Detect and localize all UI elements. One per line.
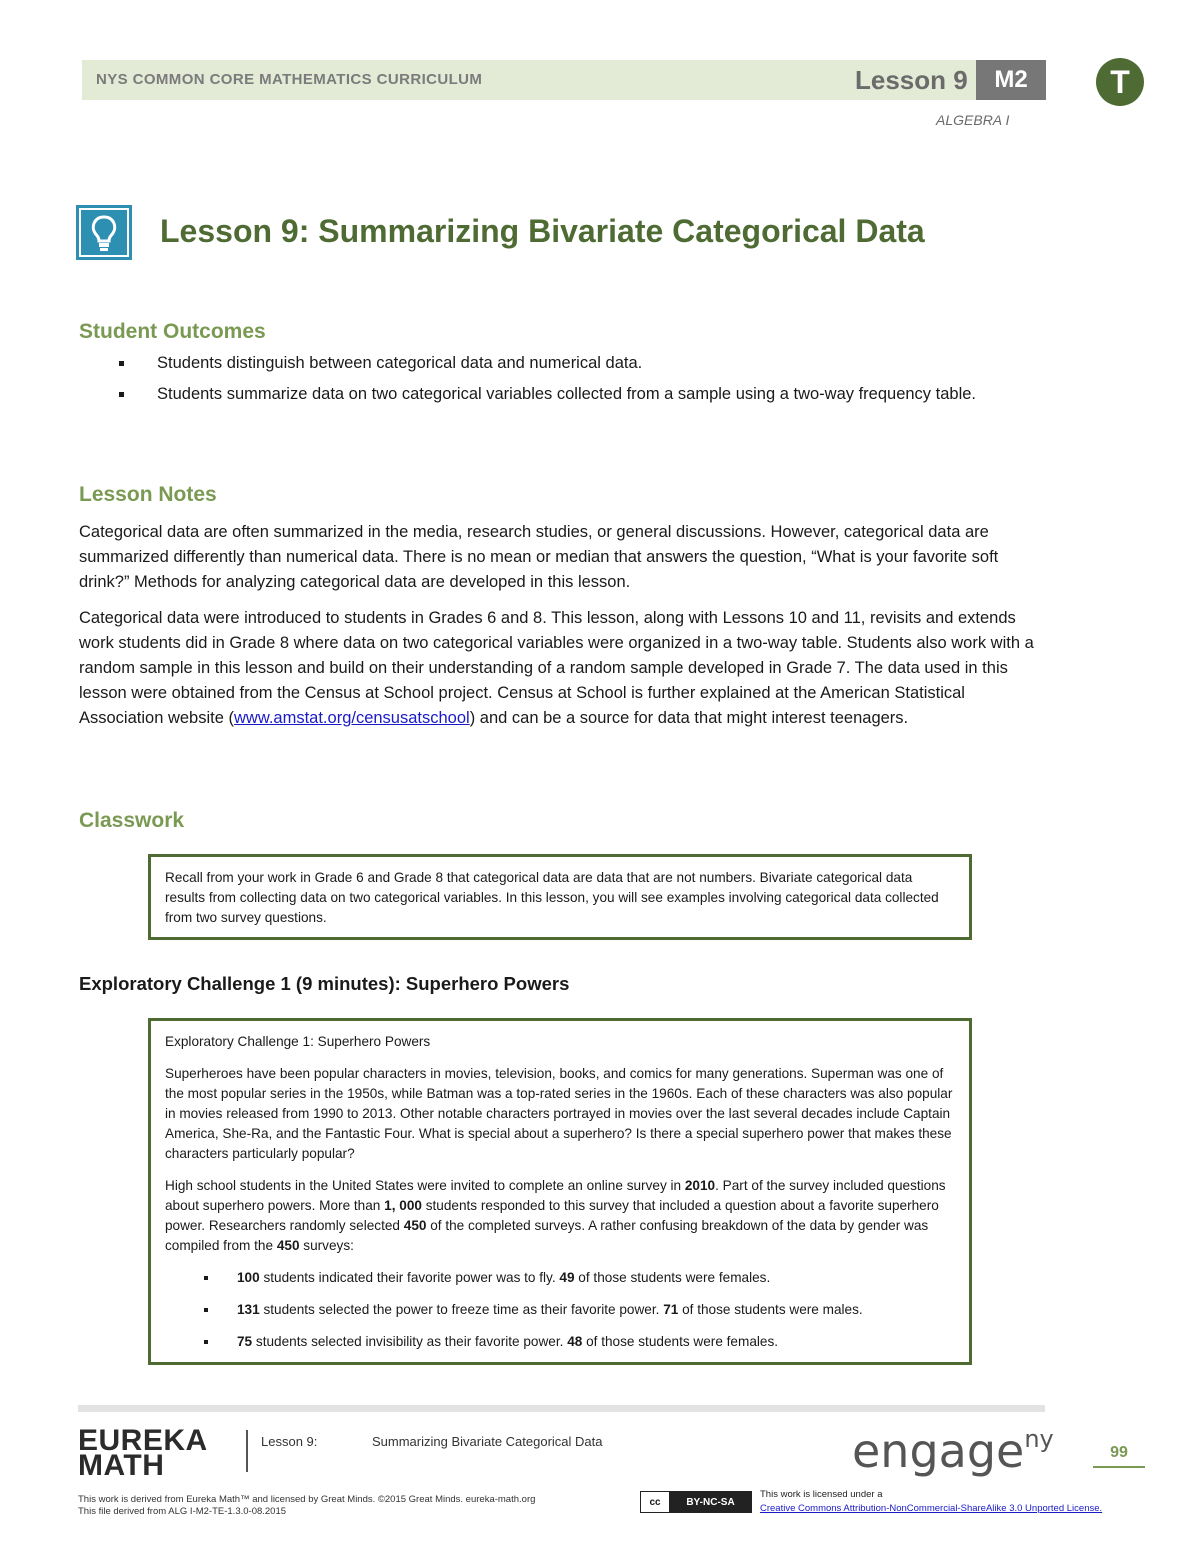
notes-paragraph-1: Categorical data are often summarized in the media, research studies, or general discussions. However, categorical data are summarized differently than numerical data. There is no mean or median that answers the question, “What is your favorite soft drink?” Methods for analyzing categorical data are developed in this lesson. [79, 523, 999, 591]
lesson-label: Lesson 9 [855, 65, 968, 95]
challenge-bullet [165, 1300, 955, 1320]
cc-type: BY-NC-SA [670, 1492, 751, 1512]
bullet-number: 49 [559, 1270, 575, 1285]
challenge-paragraph-1: Superheroes have been popular characters in movies, television, books, and comics for many generations. Superman was one of the most popular series in the 1950s, while Batman was a top-rated series in the 1960s. Each of these characters was also popular in movies released from 1990 to 2013. Other notable characters portrayed in movies over the last several decades include Captain America, She-Ra, and the Fantastic Four. What is special about a superhero? Is there a special superhero power that makes these characters particularly popular? [165, 1066, 953, 1161]
bullet-number: 75 [237, 1334, 253, 1349]
footer-divider [78, 1405, 1045, 1412]
license-link[interactable]: Creative Commons Attribution-NonCommercial-ShareAlike 3.0 Unported License. [760, 1503, 1103, 1514]
footer-lesson: Lesson 9: [261, 1434, 318, 1449]
outcome-item: Students distinguish between categorical data and numerical data. [79, 351, 1045, 376]
challenge-paragraph-2 [165, 1176, 955, 1256]
challenge-bullet [165, 1332, 955, 1352]
bullet-text: students indicated their favorite power was to fly. [259, 1270, 560, 1285]
bullet-text: students selected the power to freeze time as their favorite power. [259, 1302, 664, 1317]
teacher-badge: T [1096, 58, 1144, 106]
page-number: 99 [1093, 1444, 1145, 1468]
bullet-text: of those students were males. [678, 1302, 863, 1317]
challenge-text: High school students in the United States were invited to complete an online survey in [165, 1178, 685, 1193]
file-notice: This file derived from ALG I-M2-TE-1.3.0-08.2015 [78, 1506, 287, 1517]
cc-mark: cc [641, 1492, 670, 1512]
engage-text: engage [852, 1424, 1025, 1478]
bullet-number: 71 [663, 1302, 679, 1317]
notes-text: ) and can be a source for data that might interest teenagers. [469, 709, 909, 727]
logo-line: MATH [78, 1449, 165, 1482]
classwork-heading: Classwork [79, 809, 185, 832]
logo-line: EUREKA [78, 1424, 208, 1457]
notes-heading: Lesson Notes [79, 483, 217, 506]
challenge-number: 2010 [684, 1178, 716, 1193]
page-title: Lesson 9: Summarizing Bivariate Categorical Data [160, 213, 925, 249]
challenge-number: 1, 000 [384, 1198, 422, 1213]
challenge-heading: Exploratory Challenge 1 (9 minutes): Superhero Powers [79, 973, 570, 994]
curriculum-label: NYS COMMON CORE MATHEMATICS CURRICULUM [96, 71, 483, 88]
footer-lesson-title: Summarizing Bivariate Categorical Data [372, 1434, 603, 1449]
footer-separator [246, 1430, 248, 1472]
derived-notice: This work is derived from Eureka Math™ and licensed by Great Minds. ©2015 Great Minds. eureka-math.org [78, 1494, 536, 1505]
outcomes-list [79, 351, 1045, 413]
outcome-item: Students summarize data on two categorical variables collected from a sample using a two-way frequency table. [79, 382, 1045, 407]
bullet-text: of those students were females. [582, 1334, 779, 1349]
challenge-number: 450 [276, 1238, 300, 1253]
challenge-text: students responded to this survey that included a question about a favorite superhero power. Researchers randomly selected [165, 1198, 939, 1233]
challenge-box [148, 1018, 972, 1365]
eureka-math-logo [78, 1424, 208, 1482]
challenge-bullet [165, 1268, 955, 1288]
challenge-box-title: Exploratory Challenge 1: Superhero Powers [165, 1034, 431, 1049]
cc-license-icon [640, 1491, 752, 1513]
challenge-list [165, 1268, 955, 1352]
module-badge: M2 [976, 60, 1046, 100]
notes-text: Categorical data were introduced to students in Grades 6 and 8. This lesson, along with Lessons 10 and 11, revisits and extends work students did in Grade 8 where data on two categorical variables were organized in a two-way table. Students also work with a random sample in this lesson and build on their understanding of a random sample developed in Grade 7. The data used in this lesson were obtained from the Census at School project. Census at School is further explained at the American Statistical Association website ( [79, 609, 1034, 727]
engageny-logo [852, 1424, 1054, 1478]
bullet-number: 100 [237, 1270, 260, 1285]
classwork-box-text: Recall from your work in Grade 6 and Grade 8 that categorical data are data that are not numbers. Bivariate categorical data results from collecting data on two categorical variables. In this lesson, you will see examples involving categorical data collected from two survey questions. [165, 870, 939, 925]
engage-sup: ny [1024, 1424, 1054, 1453]
challenge-text: surveys: [299, 1238, 354, 1253]
amstat-link[interactable]: www.amstat.org/censusatschool [234, 709, 470, 727]
outcomes-heading: Student Outcomes [79, 320, 266, 343]
notes-paragraph-2 [79, 606, 1045, 731]
bullet-number: 48 [567, 1334, 583, 1349]
lightbulb-icon [76, 205, 132, 260]
license-notice: This work is licensed under a [760, 1489, 883, 1500]
bullet-text: of those students were females. [574, 1270, 771, 1285]
classwork-box [148, 854, 972, 940]
challenge-number: 450 [403, 1218, 427, 1233]
course-label: ALGEBRA I [936, 112, 1010, 128]
challenge-text: . Part of the survey included questions about superhero powers. More than [165, 1178, 946, 1213]
bullet-number: 131 [237, 1302, 260, 1317]
challenge-text: of the completed surveys. A rather confusing breakdown of the data by gender was compiled from the [165, 1218, 929, 1253]
bullet-text: students selected invisibility as their favorite power. [252, 1334, 568, 1349]
